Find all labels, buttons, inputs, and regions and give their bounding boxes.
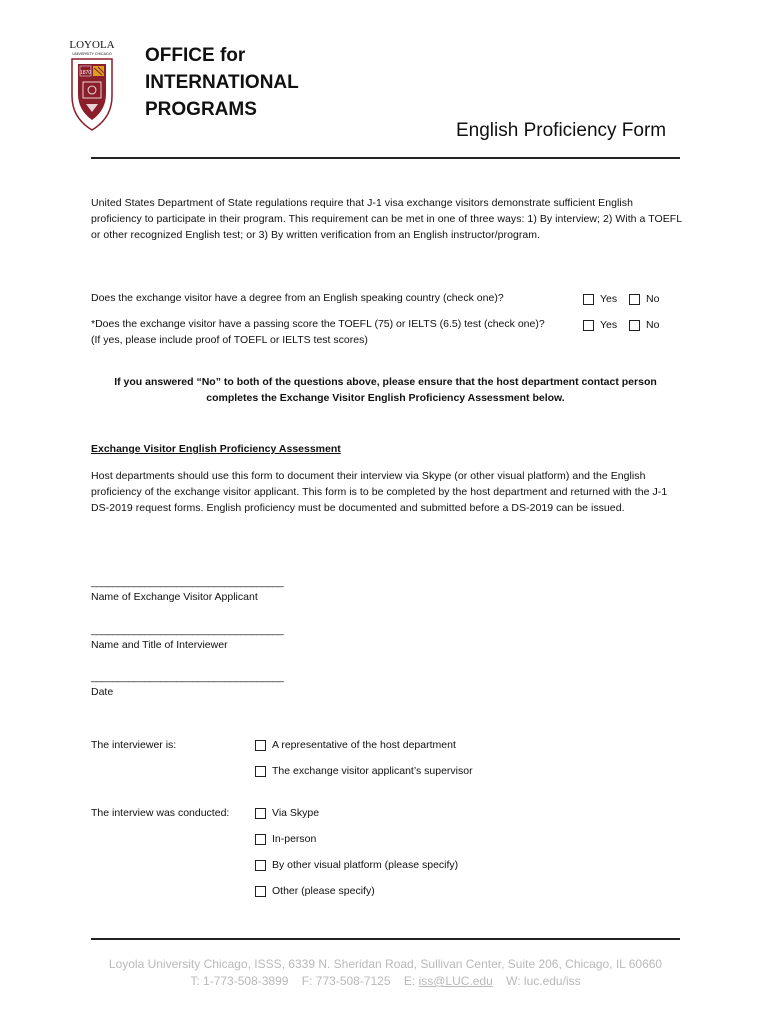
conducted-other-checkbox[interactable]: [255, 886, 266, 897]
footer-address: Loyola University Chicago, ISSS, 6339 N. Sheridan Road, Sullivan Center, Suite 206, Chicago, IL 60660: [108, 957, 663, 971]
question-1-yes-checkbox[interactable]: [583, 294, 594, 305]
office-name: [145, 42, 299, 123]
loyola-seal-logo: [58, 38, 126, 138]
question-1-no-checkbox[interactable]: [629, 294, 640, 305]
footer-contact: [91, 973, 680, 990]
question-2-no-option[interactable]: [629, 318, 659, 332]
logo-university-text: LOYOLA: [69, 39, 115, 51]
question-1-yes-label: Yes: [600, 293, 618, 305]
logo-year-text: 1870: [79, 70, 92, 76]
interviewer-option-supervisor[interactable]: [255, 764, 473, 778]
footer-email-link[interactable]: iss@LUC.edu: [418, 974, 493, 988]
question-1-text: Does the exchange visitor have a degree from an English speaking country (check one)?: [91, 292, 504, 304]
footer-divider: [91, 938, 680, 940]
conducted-label: The interview was conducted:: [91, 807, 230, 819]
conducted-in-person-checkbox[interactable]: [255, 834, 266, 845]
conducted-other-visual-label: By other visual platform (please specify): [272, 859, 459, 871]
question-2-yes-option[interactable]: [583, 318, 617, 332]
notice-line-2: completes the Exchange Visitor English Proficiency Assessment below.: [206, 392, 565, 404]
interviewer-option-host-dept[interactable]: [255, 738, 456, 752]
conducted-skype-checkbox[interactable]: [255, 808, 266, 819]
footer-phone: T: 1-773-508-3899: [190, 974, 289, 988]
conducted-skype-label: Via Skype: [272, 807, 320, 819]
interviewer-label: Name and Title of Interviewer: [91, 639, 228, 651]
interviewer-is-label: The interviewer is:: [91, 739, 177, 751]
question-2-no-label: No: [646, 319, 660, 331]
applicant-label: Name of Exchange Visitor Applicant: [91, 591, 258, 603]
conducted-option-in-person[interactable]: [255, 832, 316, 846]
question-2-yes-label: Yes: [600, 319, 618, 331]
conducted-option-skype[interactable]: [255, 806, 319, 820]
notice-line-1: If you answered “No” to both of the questions above, please ensure that the host department contact person: [114, 376, 657, 388]
interviewer-supervisor-checkbox[interactable]: [255, 766, 266, 777]
question-2-yes-checkbox[interactable]: [583, 320, 594, 331]
date-signature-line[interactable]: ____________________________________: [91, 671, 284, 683]
applicant-signature-line[interactable]: ____________________________________: [91, 576, 284, 588]
question-2-note: (If yes, please include proof of TOEFL or IELTS test scores): [91, 334, 368, 346]
question-1-no-option[interactable]: [629, 292, 659, 306]
interviewer-signature-line[interactable]: ____________________________________: [91, 624, 284, 636]
form-title: English Proficiency Form: [456, 120, 667, 141]
assessment-paragraph: Host departments should use this form to document their interview via Skype (or other visual platform) and the English proficiency of the exchange visitor applicant. This form is to be completed by the host department and returned with the J-1 DS-2019 request forms. English proficiency must be documented and submitted before a DS-2019 can be issued.: [91, 470, 668, 514]
office-line-3: PROGRAMS: [145, 99, 257, 120]
question-1-yes-option[interactable]: [583, 292, 617, 306]
office-line-2: INTERNATIONAL: [145, 72, 299, 93]
question-1-no-label: No: [646, 293, 660, 305]
assessment-title: Exchange Visitor English Proficiency Assessment: [91, 443, 341, 455]
conducted-in-person-label: In-person: [272, 833, 317, 845]
interviewer-supervisor-label: The exchange visitor applicant’s supervisor: [272, 765, 473, 777]
office-line-1: OFFICE for: [145, 45, 246, 66]
interviewer-host-dept-label: A representative of the host department: [272, 739, 456, 751]
date-label: Date: [91, 686, 114, 698]
conducted-other-visual-checkbox[interactable]: [255, 860, 266, 871]
question-2-no-checkbox[interactable]: [629, 320, 640, 331]
footer-email-prefix: E:: [403, 974, 416, 988]
footer-web[interactable]: W: luc.edu/iss: [506, 974, 581, 988]
question-2-text: *Does the exchange visitor have a passing score the TOEFL (75) or IELTS (6.5) test (check one)?: [91, 318, 545, 330]
footer-fax: F: 773-508-7125: [301, 974, 391, 988]
header-divider: [91, 157, 680, 159]
intro-paragraph: United States Department of State regulations require that J-1 visa exchange visitors demonstrate sufficient English proficiency to participate in their program. This requirement can be met in one of three ways: 1) By interview; 2) With a TOEFL or other recognized English test; or 3) By written verification from an English instructor/program.: [91, 197, 682, 241]
conducted-option-other[interactable]: [255, 884, 375, 898]
conducted-option-other-visual[interactable]: [255, 858, 458, 872]
conducted-other-label: Other (please specify): [272, 885, 375, 897]
interviewer-host-dept-checkbox[interactable]: [255, 740, 266, 751]
logo-sub-text: UNIVERSITY CHICAGO: [72, 52, 112, 56]
